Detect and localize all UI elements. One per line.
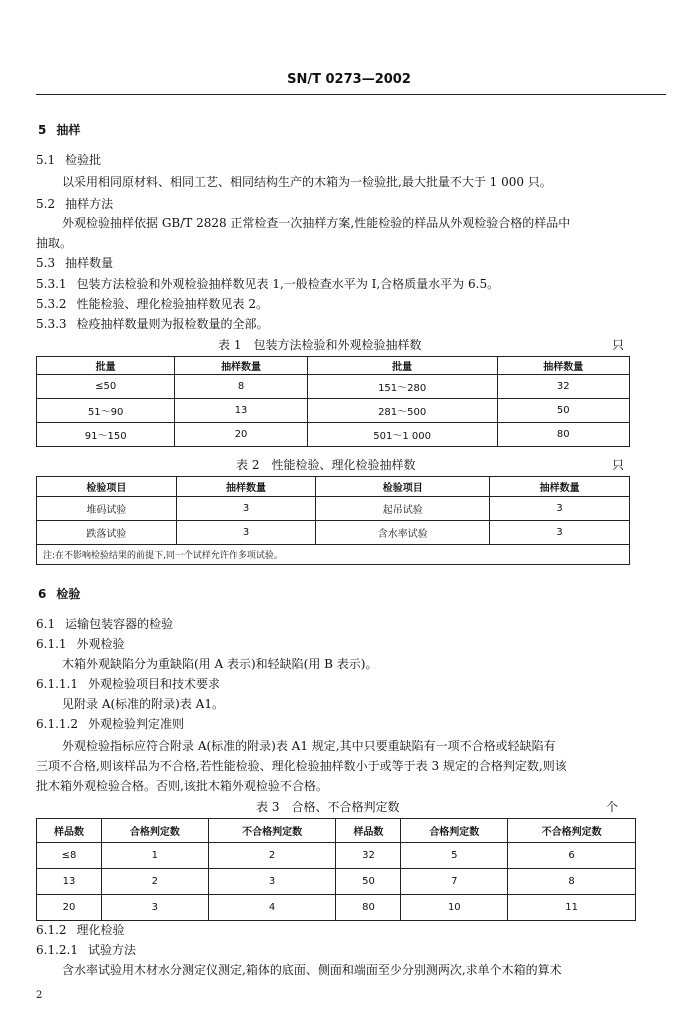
table-cell: ≤50 xyxy=(37,375,175,399)
table-cell: 80 xyxy=(336,895,401,921)
table3-header: 合格判定数 xyxy=(401,819,508,843)
table-cell: 3 xyxy=(208,869,336,895)
table2 xyxy=(36,476,630,565)
table1 xyxy=(36,356,630,447)
table-cell: 2 xyxy=(101,869,208,895)
section-6-1-heading: 6.1 运输包装容器的检验 xyxy=(36,617,174,631)
table-cell: 3 xyxy=(490,497,630,521)
table2-header: 检验项目 xyxy=(37,477,177,497)
paragraph-line: 含水率试验用木材水分测定仪测定,箱体的底面、侧面和端面至少分别测两次,求单个木箱的算术 xyxy=(62,963,562,977)
table1-header-row xyxy=(37,357,630,375)
table-cell: 20 xyxy=(175,423,307,447)
section-5-3-heading: 5.3 抽样数量 xyxy=(36,256,114,270)
table3-header-row xyxy=(37,819,636,843)
table-cell: 20 xyxy=(37,895,102,921)
section-6-heading: 6 检验 xyxy=(38,587,81,601)
section-6-1-1-1-heading: 6.1.1.1 外观检验项目和技术要求 xyxy=(36,677,220,691)
table3-header: 不合格判定数 xyxy=(508,819,636,843)
table-cell: 5 xyxy=(401,843,508,869)
document-header: SN/T 0273—2002 xyxy=(287,72,411,87)
table-cell: 91～150 xyxy=(37,423,175,447)
table-cell: 151～280 xyxy=(307,375,497,399)
table-row xyxy=(37,497,630,521)
section-5-heading: 5 抽样 xyxy=(38,123,81,137)
table-cell: 跌落试验 xyxy=(37,521,177,545)
table3-unit: 个 xyxy=(606,800,619,814)
table3 xyxy=(36,818,636,921)
table-cell: 281～500 xyxy=(307,399,497,423)
table-row xyxy=(37,521,630,545)
paragraph-line: 外观检验指标应符合附录 A(标准的附录)表 A1 规定,其中只要重缺陷有一项不合格或轻缺陷有 xyxy=(62,739,556,753)
section-5-1-heading: 5.1 检验批 xyxy=(36,153,102,167)
table-cell: 32 xyxy=(336,843,401,869)
table-cell: 50 xyxy=(336,869,401,895)
table-cell: 80 xyxy=(497,423,629,447)
table-row xyxy=(37,375,630,399)
page-number: 2 xyxy=(36,990,43,1001)
paragraph-line: 批木箱外观检验合格。否则,该批木箱外观检验不合格。 xyxy=(36,779,328,793)
table-cell: 10 xyxy=(401,895,508,921)
table-cell: 50 xyxy=(497,399,629,423)
paragraph-line: 抽取。 xyxy=(36,236,73,250)
table2-unit: 只 xyxy=(612,458,625,472)
table-cell: 11 xyxy=(508,895,636,921)
table1-header: 批量 xyxy=(37,357,175,375)
table-cell: ≤8 xyxy=(37,843,102,869)
paragraph-line: 见附录 A(标准的附录)表 A1。 xyxy=(62,697,224,711)
paragraph-line: 木箱外观缺陷分为重缺陷(用 A 表示)和轻缺陷(用 B 表示)。 xyxy=(62,657,378,671)
table2-header: 抽样数量 xyxy=(176,477,316,497)
table-cell: 13 xyxy=(37,869,102,895)
table2-header: 检验项目 xyxy=(316,477,490,497)
table1-header: 批量 xyxy=(307,357,497,375)
table-cell: 4 xyxy=(208,895,336,921)
table2-caption: 表 2 性能检验、理化检验抽样数 xyxy=(236,458,416,472)
table-cell: 3 xyxy=(176,521,316,545)
section-5-2-heading: 5.2 抽样方法 xyxy=(36,197,114,211)
table3-header: 样品数 xyxy=(37,819,102,843)
table2-note: 注:在不影响检验结果的前提下,同一个试样允许作多项试验。 xyxy=(37,545,630,565)
paragraph-line: 三项不合格,则该样品为不合格,若性能检验、理化检验抽样数小于或等于表 3 规定的合格判定数,则该 xyxy=(36,759,567,773)
header-rule xyxy=(36,94,666,95)
table-cell: 堆码试验 xyxy=(37,497,177,521)
table-cell: 7 xyxy=(401,869,508,895)
table2-header-row xyxy=(37,477,630,497)
table3-caption: 表 3 合格、不合格判定数 xyxy=(256,800,400,814)
table-cell: 3 xyxy=(101,895,208,921)
table-cell: 1 xyxy=(101,843,208,869)
table-row xyxy=(37,895,636,921)
table-cell: 3 xyxy=(490,521,630,545)
section-6-1-1-2-heading: 6.1.1.2 外观检验判定准则 xyxy=(36,717,184,731)
section-5-3-2: 5.3.2 性能检验、理化检验抽样数见表 2。 xyxy=(36,297,268,311)
table-cell: 8 xyxy=(508,869,636,895)
table-cell: 51～90 xyxy=(37,399,175,423)
table-cell: 3 xyxy=(176,497,316,521)
table1-unit: 只 xyxy=(612,338,625,352)
section-5-3-1: 5.3.1 包装方法检验和外观检验抽样数见表 1,一般检查水平为 I,合格质量水平为 6.5。 xyxy=(36,277,500,291)
table-cell: 501～1 000 xyxy=(307,423,497,447)
table-row xyxy=(37,869,636,895)
table-row xyxy=(37,843,636,869)
section-6-1-2-1-heading: 6.1.2.1 试验方法 xyxy=(36,943,136,957)
table1-caption: 表 1 包装方法检验和外观检验抽样数 xyxy=(218,338,422,352)
section-6-1-2-heading: 6.1.2 理化检验 xyxy=(36,923,125,937)
paragraph-line: 以采用相同原材料、相同工艺、相同结构生产的木箱为一检验批,最大批量不大于 1 000 只。 xyxy=(62,175,552,189)
paragraph-line: 外观检验抽样依据 GB/T 2828 正常检查一次抽样方案,性能检验的样品从外观检验合格的样品中 xyxy=(62,216,571,230)
table-cell: 2 xyxy=(208,843,336,869)
table-cell: 13 xyxy=(175,399,307,423)
table-row xyxy=(37,423,630,447)
table2-note-row xyxy=(37,545,630,565)
section-6-1-1-heading: 6.1.1 外观检验 xyxy=(36,637,125,651)
table3-header: 样品数 xyxy=(336,819,401,843)
table-cell: 32 xyxy=(497,375,629,399)
table1-header: 抽样数量 xyxy=(175,357,307,375)
table3-header: 不合格判定数 xyxy=(208,819,336,843)
table-cell: 含水率试验 xyxy=(316,521,490,545)
table-cell: 6 xyxy=(508,843,636,869)
table2-header: 抽样数量 xyxy=(490,477,630,497)
table3-header: 合格判定数 xyxy=(101,819,208,843)
table-cell: 8 xyxy=(175,375,307,399)
section-5-3-3: 5.3.3 检疫抽样数量则为报检数量的全部。 xyxy=(36,317,269,331)
table-cell: 起吊试验 xyxy=(316,497,490,521)
table-row xyxy=(37,399,630,423)
table1-header: 抽样数量 xyxy=(497,357,629,375)
